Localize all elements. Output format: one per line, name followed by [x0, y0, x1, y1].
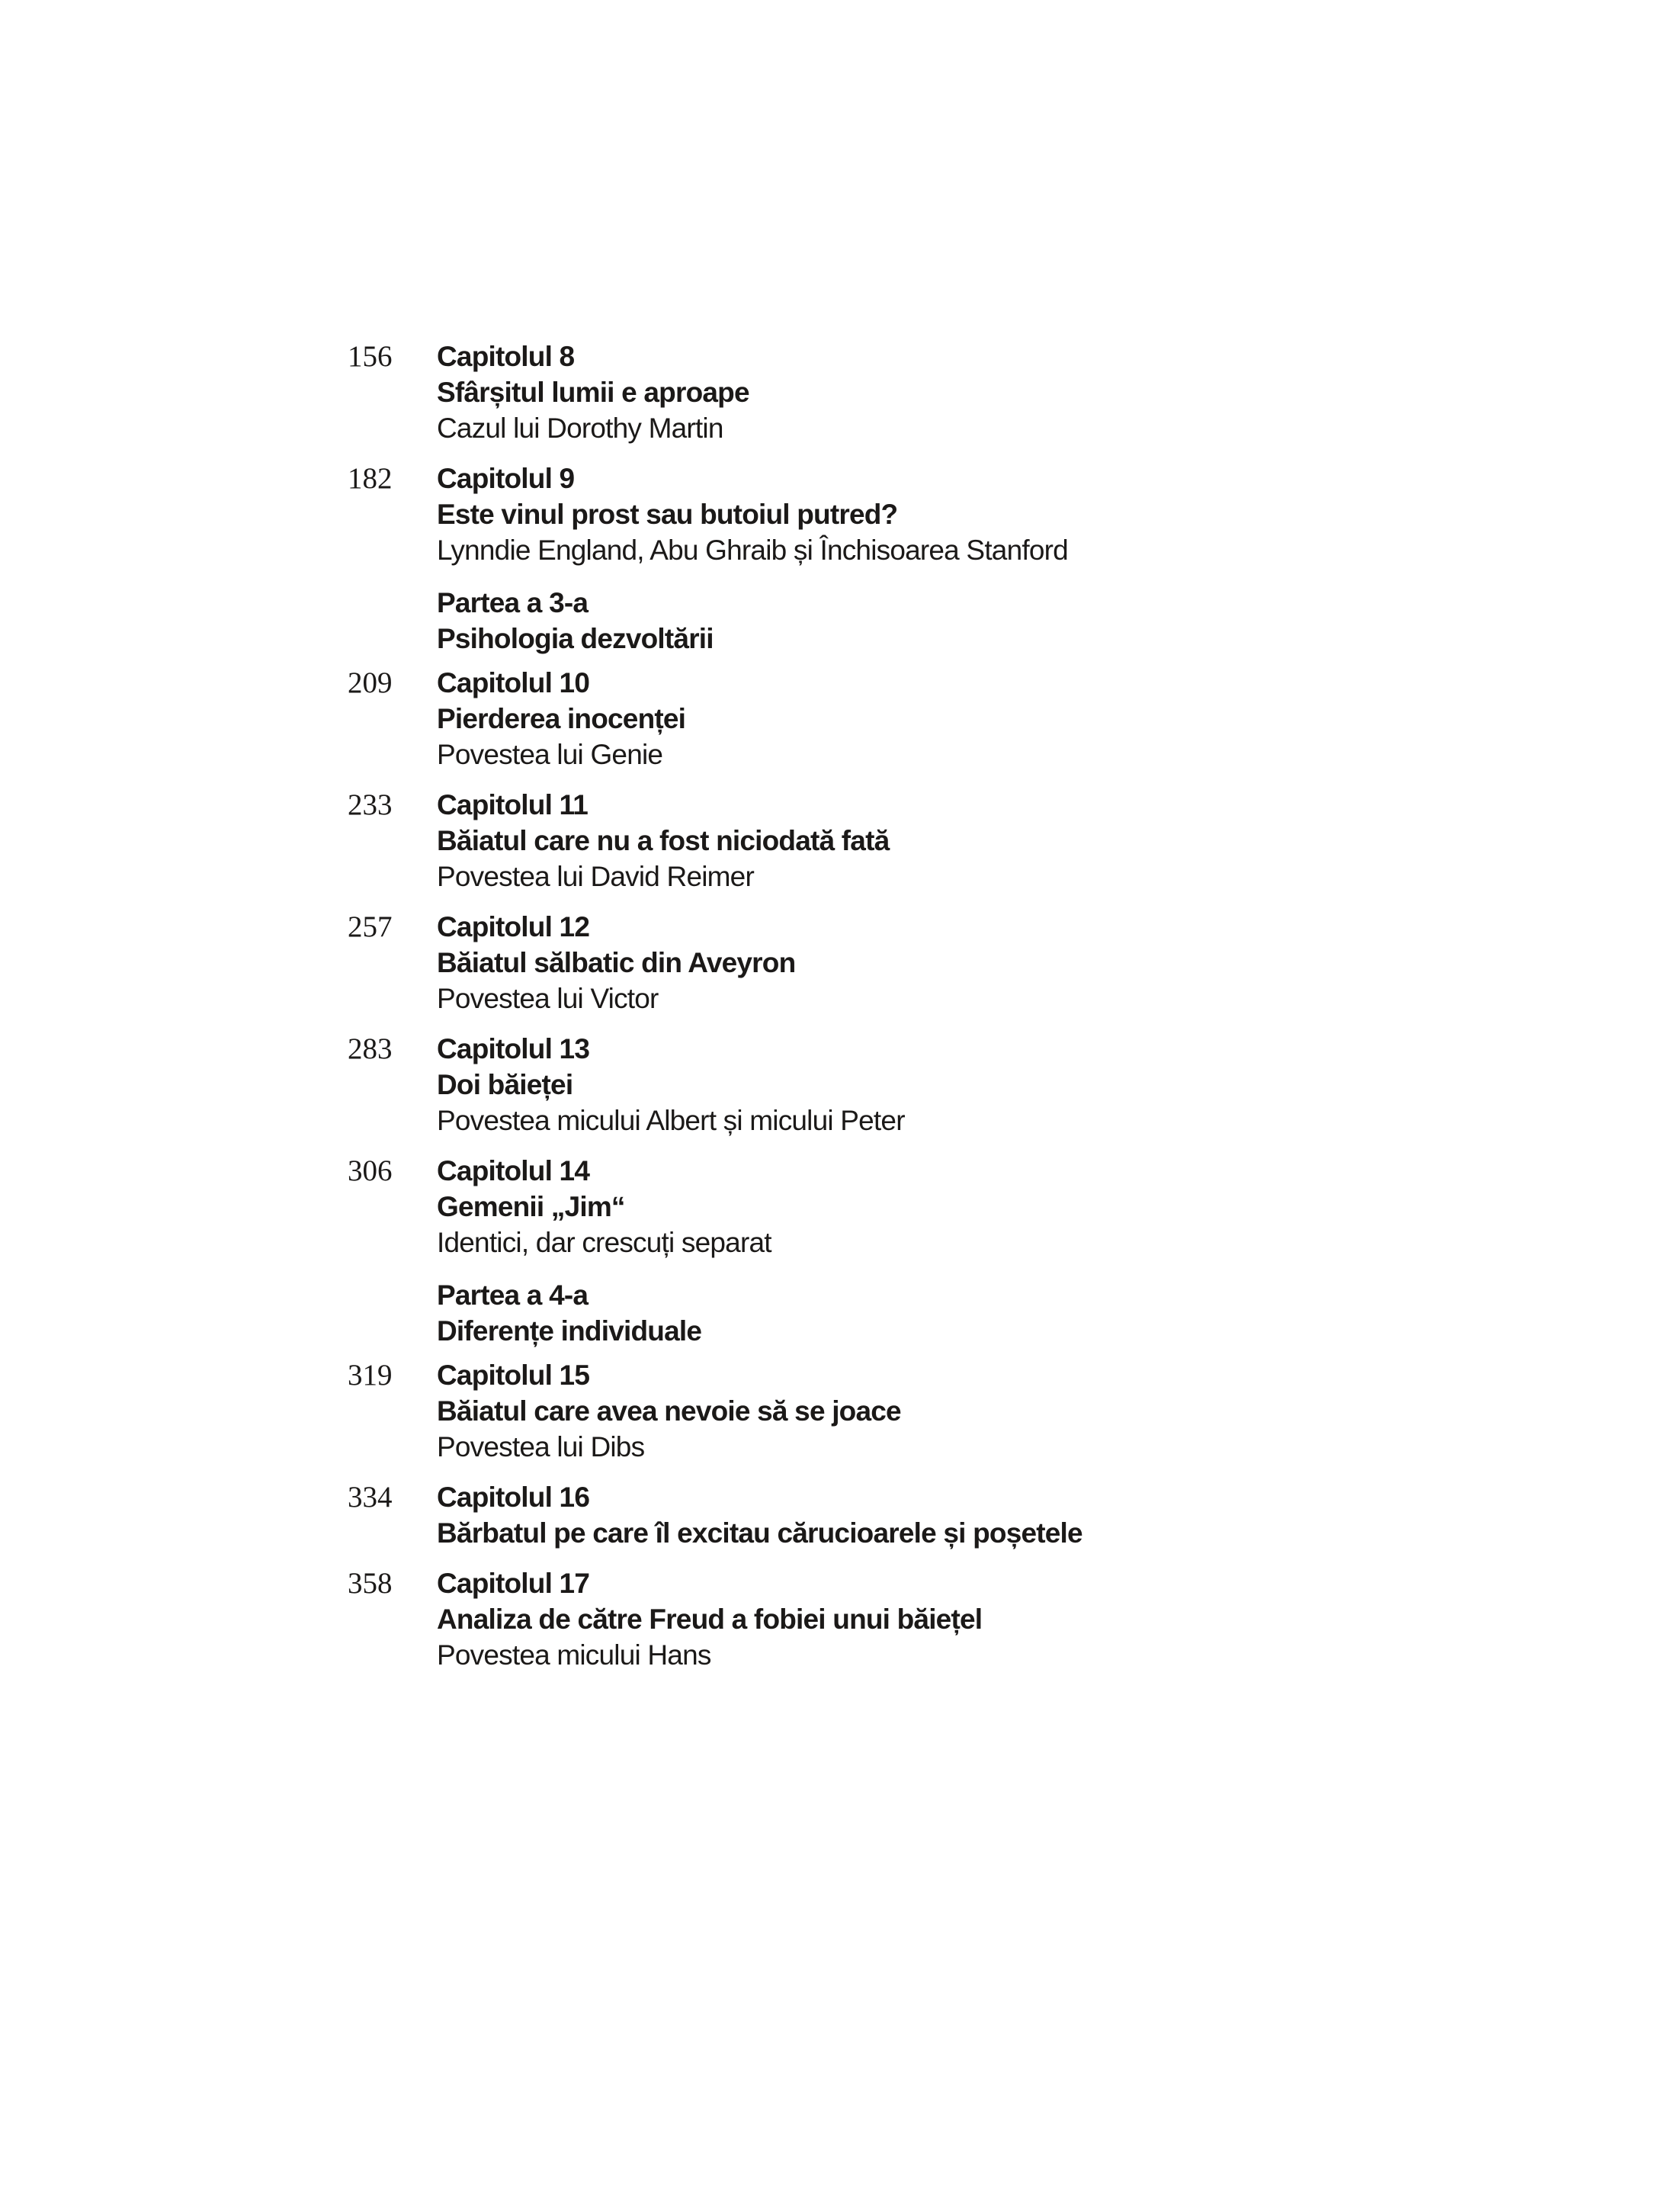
- toc-chapter-label: Capitolul 15: [437, 1360, 590, 1391]
- toc-entry-body: [437, 339, 1415, 446]
- toc-chapter-label: Capitolul 12: [437, 911, 590, 942]
- toc-chapter-label: Capitolul 14: [437, 1155, 590, 1186]
- toc-page-number: 209: [348, 666, 393, 699]
- toc-chapter-subtitle: Lynndie England, Abu Ghraib și Închisoarea Stanford: [437, 535, 1068, 566]
- toc-chapter-label: Capitolul 17: [437, 1568, 590, 1599]
- toc-chapter-title: Băiatul care avea nevoie să se joace: [437, 1395, 901, 1427]
- toc-chapter-subtitle: Identici, dar crescuți separat: [437, 1227, 771, 1258]
- toc-part-label: Partea a 4-a: [437, 1279, 589, 1311]
- toc-part-heading: [348, 1277, 1415, 1349]
- toc-chapter-title: Pierderea inocenței: [437, 703, 686, 734]
- toc-entry-body: [437, 1153, 1415, 1260]
- toc-entry: [348, 1479, 1415, 1551]
- toc-entry: [348, 1153, 1415, 1260]
- toc-entry: [348, 339, 1415, 446]
- toc-chapter-title: Bărbatul pe care îl excitau cărucioarele și poșetele: [437, 1517, 1082, 1549]
- toc-chapter-label: Capitolul 9: [437, 463, 575, 494]
- toc-part-body: [437, 585, 1415, 657]
- toc-entry: [348, 909, 1415, 1016]
- toc-entry-body: [437, 787, 1415, 894]
- toc-part-title: Diferențe individuale: [437, 1315, 702, 1347]
- toc-entry: [348, 461, 1415, 568]
- toc-entry-body: [437, 665, 1415, 772]
- toc-page-number: 182: [348, 462, 393, 495]
- toc-entry: [348, 1031, 1415, 1138]
- toc-entry-body: [437, 909, 1415, 1016]
- toc-entry-body: [437, 1565, 1415, 1673]
- toc-part-label: Partea a 3-a: [437, 587, 589, 618]
- toc-entry-body: [437, 1031, 1415, 1138]
- toc-chapter-title: Gemenii „Jim“: [437, 1191, 625, 1222]
- toc-chapter-title: Băiatul care nu a fost niciodată fată: [437, 825, 890, 856]
- toc-part-title: Psihologia dezvoltării: [437, 623, 714, 654]
- toc-entry-body: [437, 1357, 1415, 1465]
- toc-chapter-title: Băiatul sălbatic din Aveyron: [437, 947, 796, 978]
- toc-chapter-subtitle: Cazul lui Dorothy Martin: [437, 413, 723, 444]
- toc-entry: [348, 1357, 1415, 1465]
- toc-page-number: 233: [348, 788, 393, 821]
- toc-entry: [348, 1565, 1415, 1673]
- toc-chapter-subtitle: Povestea micului Albert și micului Peter: [437, 1105, 905, 1136]
- toc-page-number: 283: [348, 1032, 393, 1065]
- toc-chapter-title: Doi băieței: [437, 1069, 573, 1100]
- toc-chapter-title: Sfârșitul lumii e aproape: [437, 377, 749, 408]
- toc-page-number: 156: [348, 340, 393, 373]
- toc-part-heading: [348, 585, 1415, 657]
- toc-chapter-subtitle: Povestea lui Genie: [437, 739, 663, 770]
- toc-part-body: [437, 1277, 1415, 1349]
- toc-entry: [348, 665, 1415, 772]
- toc-page-number: 319: [348, 1359, 393, 1392]
- toc-page-number: 358: [348, 1567, 393, 1600]
- toc-page-number: 334: [348, 1481, 393, 1514]
- toc-page-number: 257: [348, 910, 393, 943]
- toc-chapter-title: Este vinul prost sau butoiul putred?: [437, 499, 898, 530]
- toc-entry-body: [437, 461, 1415, 568]
- toc-chapter-subtitle: Povestea lui David Reimer: [437, 861, 754, 892]
- toc-page-number: 306: [348, 1154, 393, 1187]
- toc-entry-body: [437, 1479, 1415, 1551]
- table-of-contents: [348, 339, 1415, 1687]
- toc-chapter-subtitle: Povestea micului Hans: [437, 1639, 711, 1671]
- toc-chapter-title: Analiza de către Freud a fobiei unui băiețel: [437, 1604, 983, 1635]
- toc-chapter-label: Capitolul 16: [437, 1482, 590, 1513]
- toc-chapter-subtitle: Povestea lui Dibs: [437, 1431, 645, 1462]
- toc-chapter-label: Capitolul 10: [437, 667, 590, 698]
- toc-chapter-label: Capitolul 13: [437, 1033, 590, 1064]
- toc-entry: [348, 787, 1415, 894]
- toc-chapter-subtitle: Povestea lui Victor: [437, 983, 659, 1014]
- toc-chapter-label: Capitolul 11: [437, 789, 589, 820]
- toc-chapter-label: Capitolul 8: [437, 341, 575, 372]
